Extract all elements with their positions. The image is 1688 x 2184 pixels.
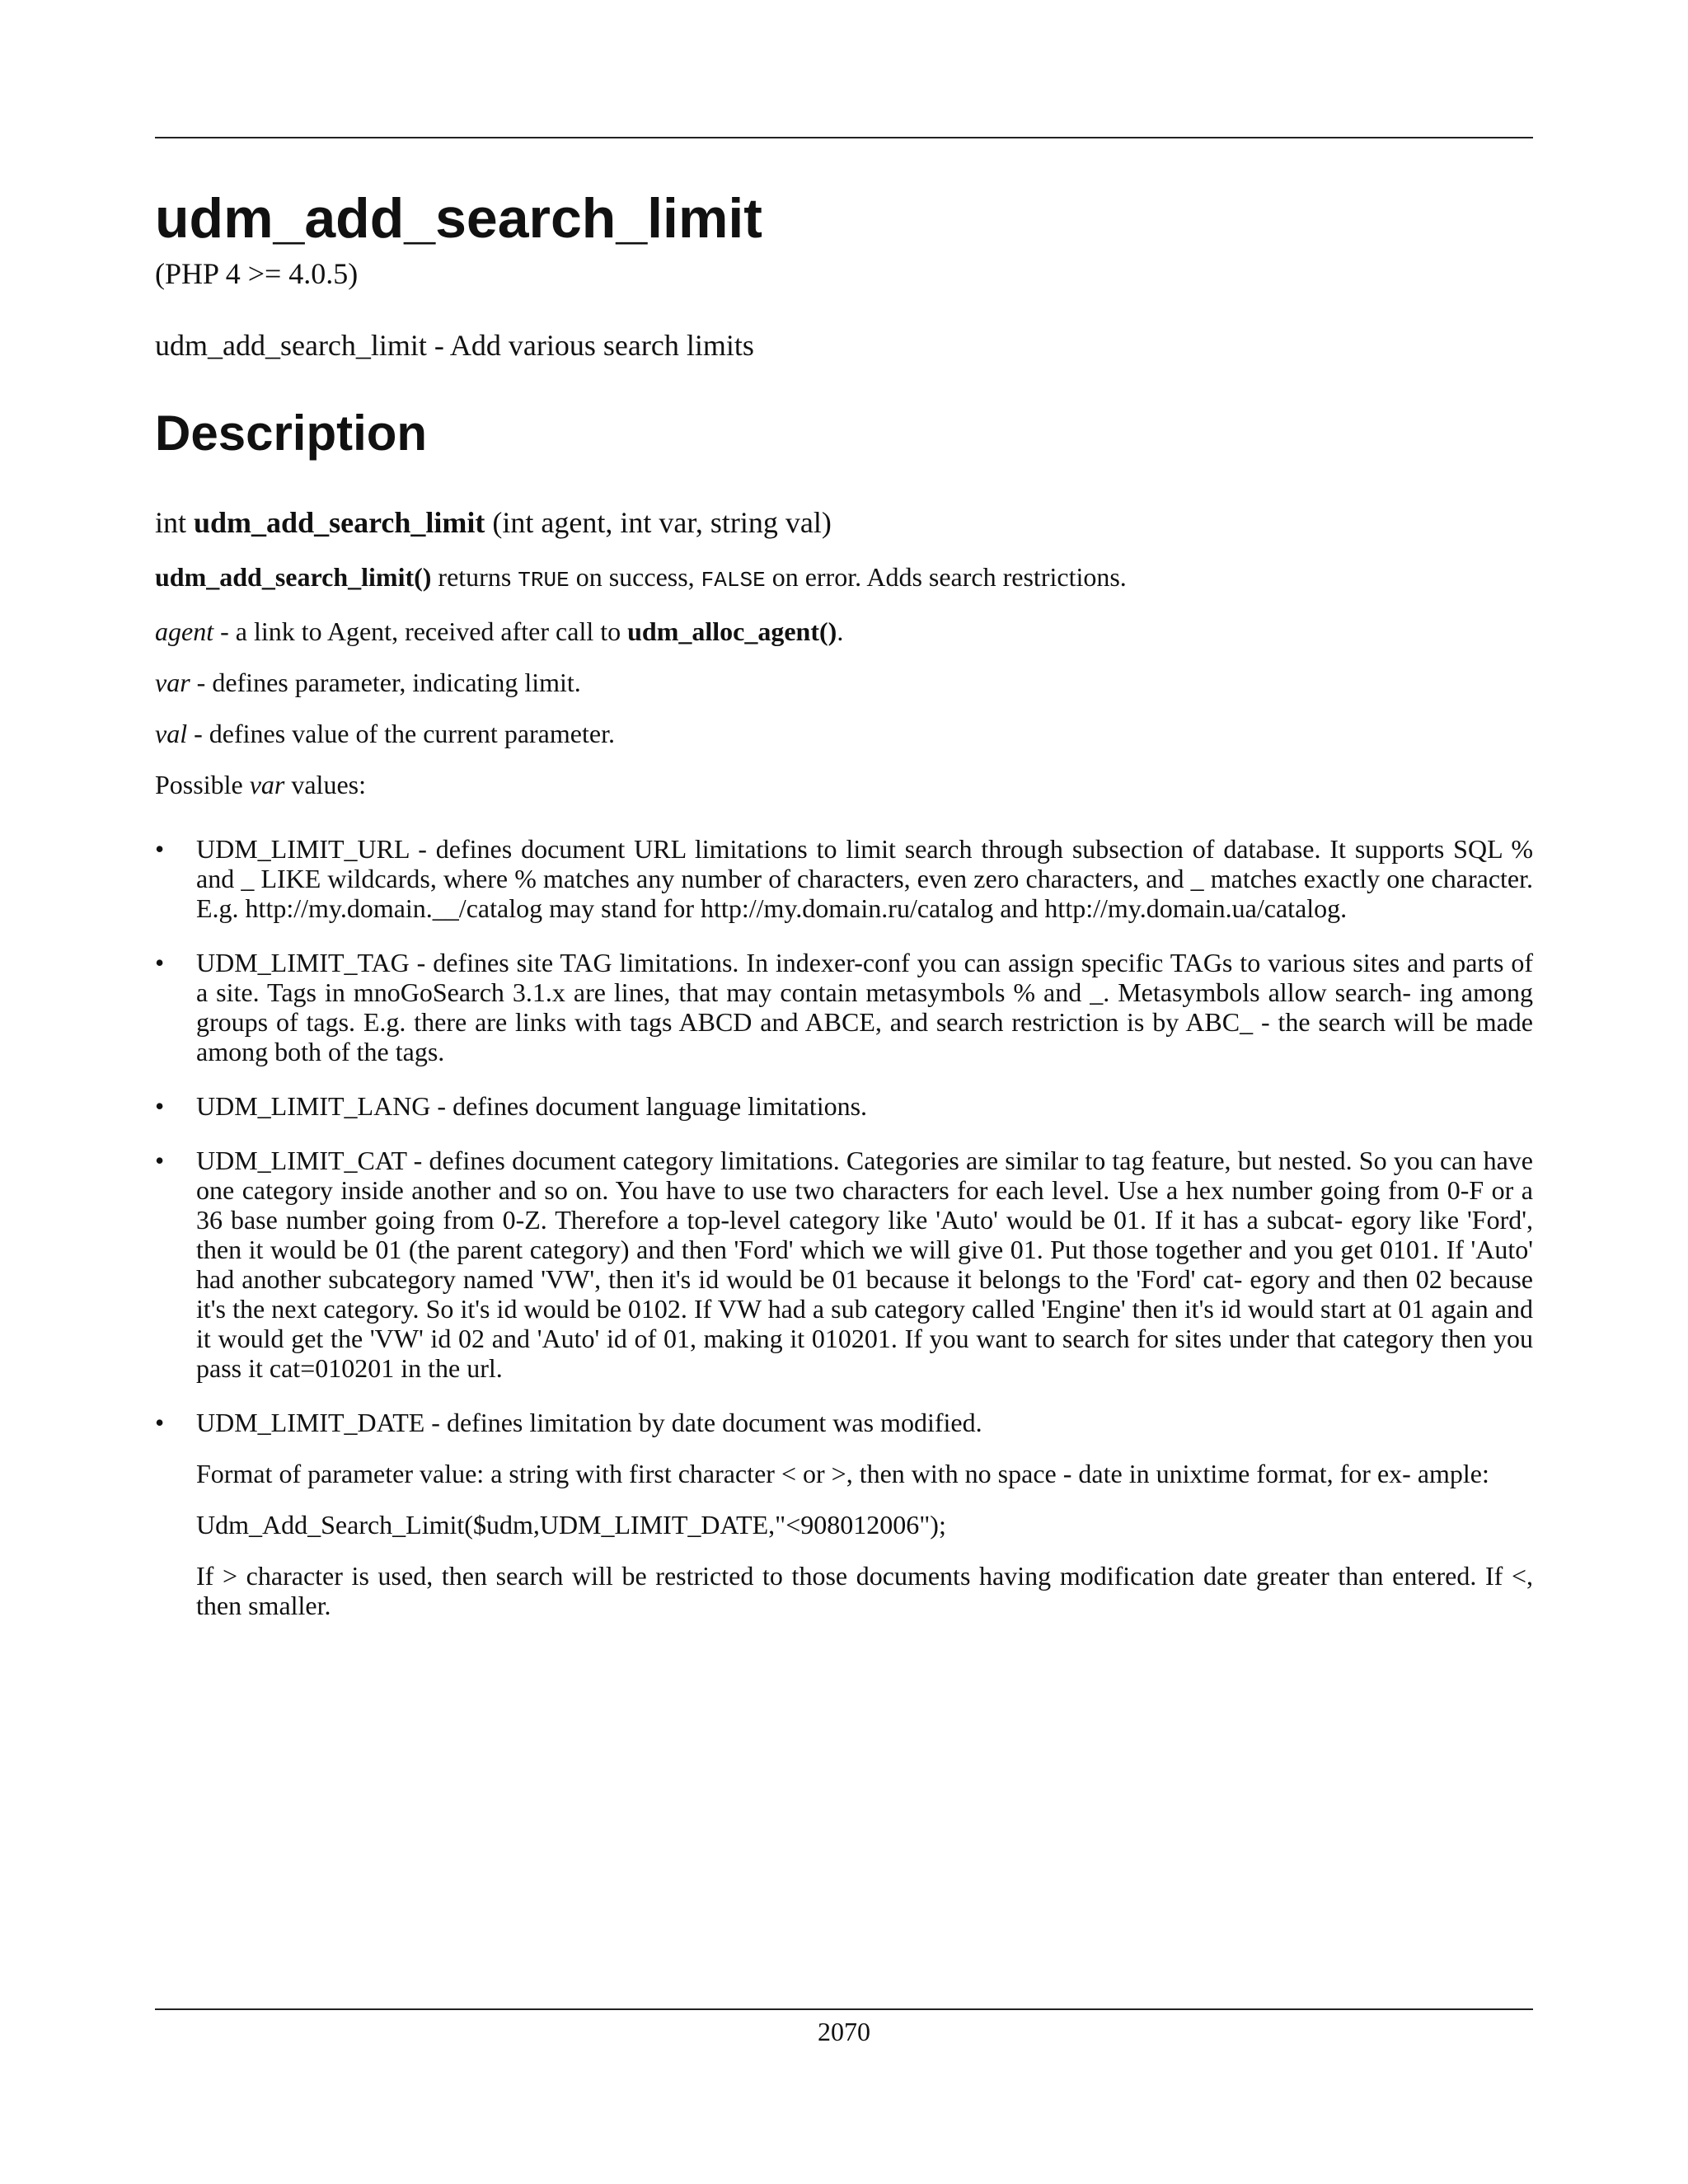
list-item-limit-url [155, 834, 1533, 923]
bullet: • [155, 1146, 165, 1176]
possible-text-2: values: [284, 770, 366, 800]
limit-url-text: UDM_LIMIT_URL - defines document URL limitations to limit search through subsection of database. It supports SQL % and _ LIKE wildcards, where % matches any number of characters, even zero characters, and _ matches exactly one character. E.g. http://my.domain.__/catalog may stand for http://my.domain.ru/catalog and http://my.domain.ua/catalog. [196, 834, 1533, 924]
limit-cat-text: UDM_LIMIT_CAT - defines document category limitations. Categories are similar to tag feature, but nested. So you can have one category inside another and so on. You have to use two characters for each level. Use a hex number going from 0-F or a 36 base number going from 0-Z. Therefore a top-level category like 'Auto' would be 01. If it has a subcat- egory like 'Ford', then it would be 01 (the parent category) and then 'Ford' which we will give 01. Put those together and you get 0101. If 'Auto' had another subcategory named 'VW', then it's id would be 01 because it belongs to the 'Ford' cat- egory and then 02 because it's the next category. So it's id would be 0102. If VW had a sub category called 'Engine' then it's id would start at 01 again and it would get the 'VW' id 02 and 'Auto' id of 01, making it 010201. If you want to search for sites under that category then you pass it cat=010201 in the url. [196, 1146, 1533, 1384]
agent-text-2: . [837, 616, 844, 647]
section-heading-description: Description [155, 405, 428, 462]
ref-purpose: udm_add_search_limit - Add various search limits [155, 328, 754, 362]
agent-text-1: - a link to Agent, received after call to [213, 616, 628, 647]
var-text: - defines parameter, indicating limit. [190, 668, 581, 698]
false-constant: FALSE [701, 568, 766, 593]
bullet: • [155, 1091, 165, 1122]
function-synopsis [155, 505, 1533, 541]
returns-text-1: returns [431, 562, 518, 593]
synopsis-params: (int agent, int var, string val) [492, 506, 832, 540]
bullet: • [155, 948, 165, 978]
list-item-limit-lang [155, 1091, 1533, 1121]
list-item-limit-tag [155, 948, 1533, 1066]
limit-date-example: Udm_Add_Search_Limit($udm,UDM_LIMIT_DATE,"<908012006"); [196, 1510, 946, 1540]
returns-text-2: on success, [569, 562, 701, 593]
limits-list [155, 834, 1533, 1620]
limit-tag-text: UDM_LIMIT_TAG - defines site TAG limitations. In indexer-conf you can assign specific TAGs to various sites and parts of a site. Tags in mnoGoSearch 3.1.x are lines, that may contain metasymbols % and _. Metasymbols allow search- ing among groups of tags. E.g. there are links with tags ABCD and ABCE, and search restriction is by ABC_ - the search will be made among both of the tags. [196, 948, 1533, 1067]
limit-date-format: Format of parameter value: a string with first character < or >, then with no space - date in unixtime format, for ex- ample: [196, 1459, 1489, 1489]
var-param: var [155, 668, 190, 698]
val-paragraph [155, 719, 1533, 748]
header-rule [155, 137, 1533, 138]
returns-paragraph [155, 562, 1533, 595]
limit-date-note: If > character is used, then search will be restricted to those documents having modification date greater than entered. If <, then smaller. [196, 1561, 1533, 1621]
bullet: • [155, 834, 165, 865]
page-content [155, 188, 1533, 1645]
limit-date-text: UDM_LIMIT_DATE - defines limitation by date document was modified. [196, 1408, 982, 1438]
true-constant: TRUE [518, 568, 570, 593]
val-text: - defines value of the current parameter. [187, 719, 615, 749]
possible-text-1: Possible [155, 770, 250, 800]
val-param: val [155, 719, 188, 749]
list-item-limit-date [155, 1408, 1533, 1620]
limit-lang-text: UDM_LIMIT_LANG - defines document language limitations. [196, 1091, 868, 1122]
synopsis-function-name: udm_add_search_limit [194, 506, 485, 540]
list-item-limit-cat [155, 1146, 1533, 1383]
agent-param: agent [155, 616, 214, 647]
returns-text-3: on error. Adds search restrictions. [765, 562, 1127, 593]
synopsis-return-type: int [155, 506, 187, 540]
agent-paragraph [155, 616, 1533, 646]
footer-rule [155, 2008, 1533, 2010]
possible-values-paragraph [155, 770, 1533, 799]
returns-func: udm_add_search_limit() [155, 562, 432, 593]
page-number: 2070 [818, 2017, 870, 2046]
alloc-agent-func: udm_alloc_agent() [627, 616, 837, 647]
possible-var-param: var [249, 770, 285, 800]
page-title: udm_add_search_limit [155, 187, 762, 250]
version-info: (PHP 4 >= 4.0.5) [155, 256, 359, 290]
var-paragraph [155, 668, 1533, 697]
bullet: • [155, 1408, 165, 1438]
